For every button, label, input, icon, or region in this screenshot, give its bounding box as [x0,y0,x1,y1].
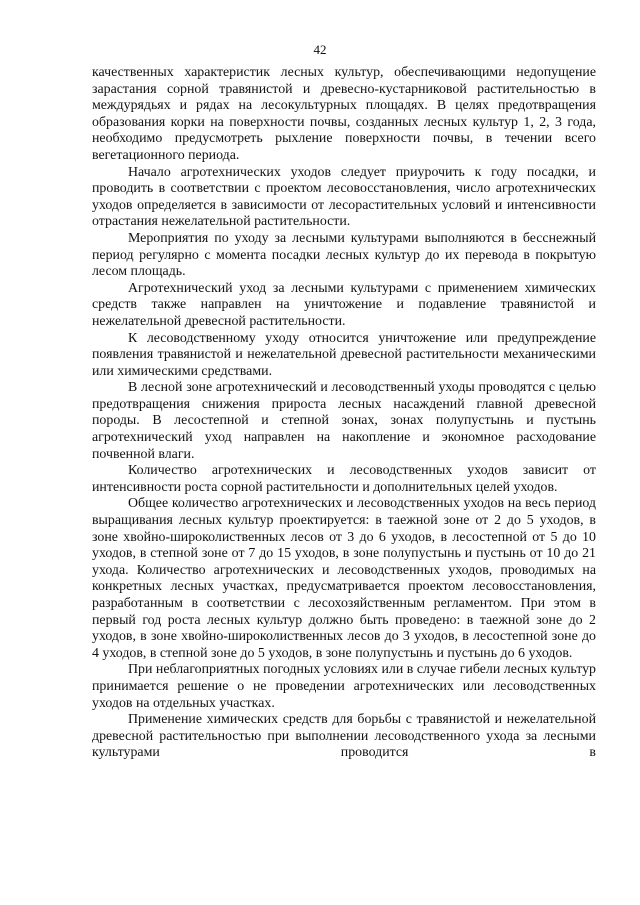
paragraph-silvicultural-care: К лесоводственному уходу относится уничтожение или предупреждение появления травянистой и нежелательной древесной растительности механическими или химическими средствами. [92,330,596,379]
paragraph-care-count: Количество агротехнических и лесоводственных уходов зависит от интенсивности роста сорной растительности и дополнительных целей уходов. [92,463,596,495]
page-number: 42 [313,42,327,57]
paragraph-continued: качественных характеристик лесных культур, обеспечивающими недопущение зарастания сорной травянистой и древесно-кустарниковой растительностью в междурядьях и рядах на лесокультурных площадях. В целях предотвращения образования корки на поверхности почвы, созданных лесных культур 1, 2, 3 года, необходимо предусмотреть рыхление поверхности почвы, в течении всего вегетационного периода. [92,65,596,163]
paragraph-agrotechnical-start: Начало агротехнических уходов следует приурочить к году посадки, и проводить в соответствии с проектом лесовосстановления, число агротехнических уходов определяется в зависимости от лесорастительных условий и интенсивности отрастания нежелательной растительности. [92,164,596,230]
paragraph-total-care-count: Общее количество агротехнических и лесоводственных уходов на весь период выращивания лесных культур проектируется: в таежной зоне от 2 до 5 уходов, в зоне хвойно-широколиственных лесов от 3 до 6 уходов, в лесостепной от 5 до 10 уходов, в степной зоне от 7 до 15 уходов, в зоне полупустынь и пустынь от 10 до 21 ухода. Количество агротехнических и лесоводственных уходов, проводимых на конкретных лесных участках, предусматривается проектом лесовосстановления, разработанным в соответствии с лесохозяйственным регламентом. При этом в первый год роста лесных культур должно быть проведено: в таежной зоне до 2 уходов, в зоне хвойно-широколиственных лесов до 3 уходов, в лесостепной зоне до 4 уходов, в степной зоне до 5 уходов, в зоне полупустынь и пустынь до 6 уходов. [92,496,596,661]
paragraph-care-measures: Мероприятия по уходу за лесными культурами выполняются в бесснежный период регулярно с момента посадки лесных культур до их перевода в покрытую лесом площадь. [92,230,596,280]
document-body [92,65,596,762]
paragraph-chemical-application: Применение химических средств для борьбы с травянистой и нежелательной древесной растительностью при выполнении лесоводственного ухода за лесными культурами проводится в [92,712,596,761]
paragraph-adverse-conditions: При неблагоприятных погодных условиях или в случае гибели лесных культур принимается решение о не проведении агротехнических или лесоводственных уходов на отдельных участках. [92,662,596,711]
paragraph-chemical-care: Агротехнический уход за лесными культурами с применением химических средств также направлен на уничтожение и подавление травянистой и нежелательной древесной растительности. [92,280,596,329]
paragraph-forest-zone: В лесной зоне агротехнический и лесоводственный уходы проводятся с целью предотвращения снижения прироста лесных насаждений главной древесной породы. В лесостепной и степной зонах, зонах полупустынь и пустынь агротехнический уход направлен на накопление и экономное расходование почвенной влаги. [92,380,596,462]
